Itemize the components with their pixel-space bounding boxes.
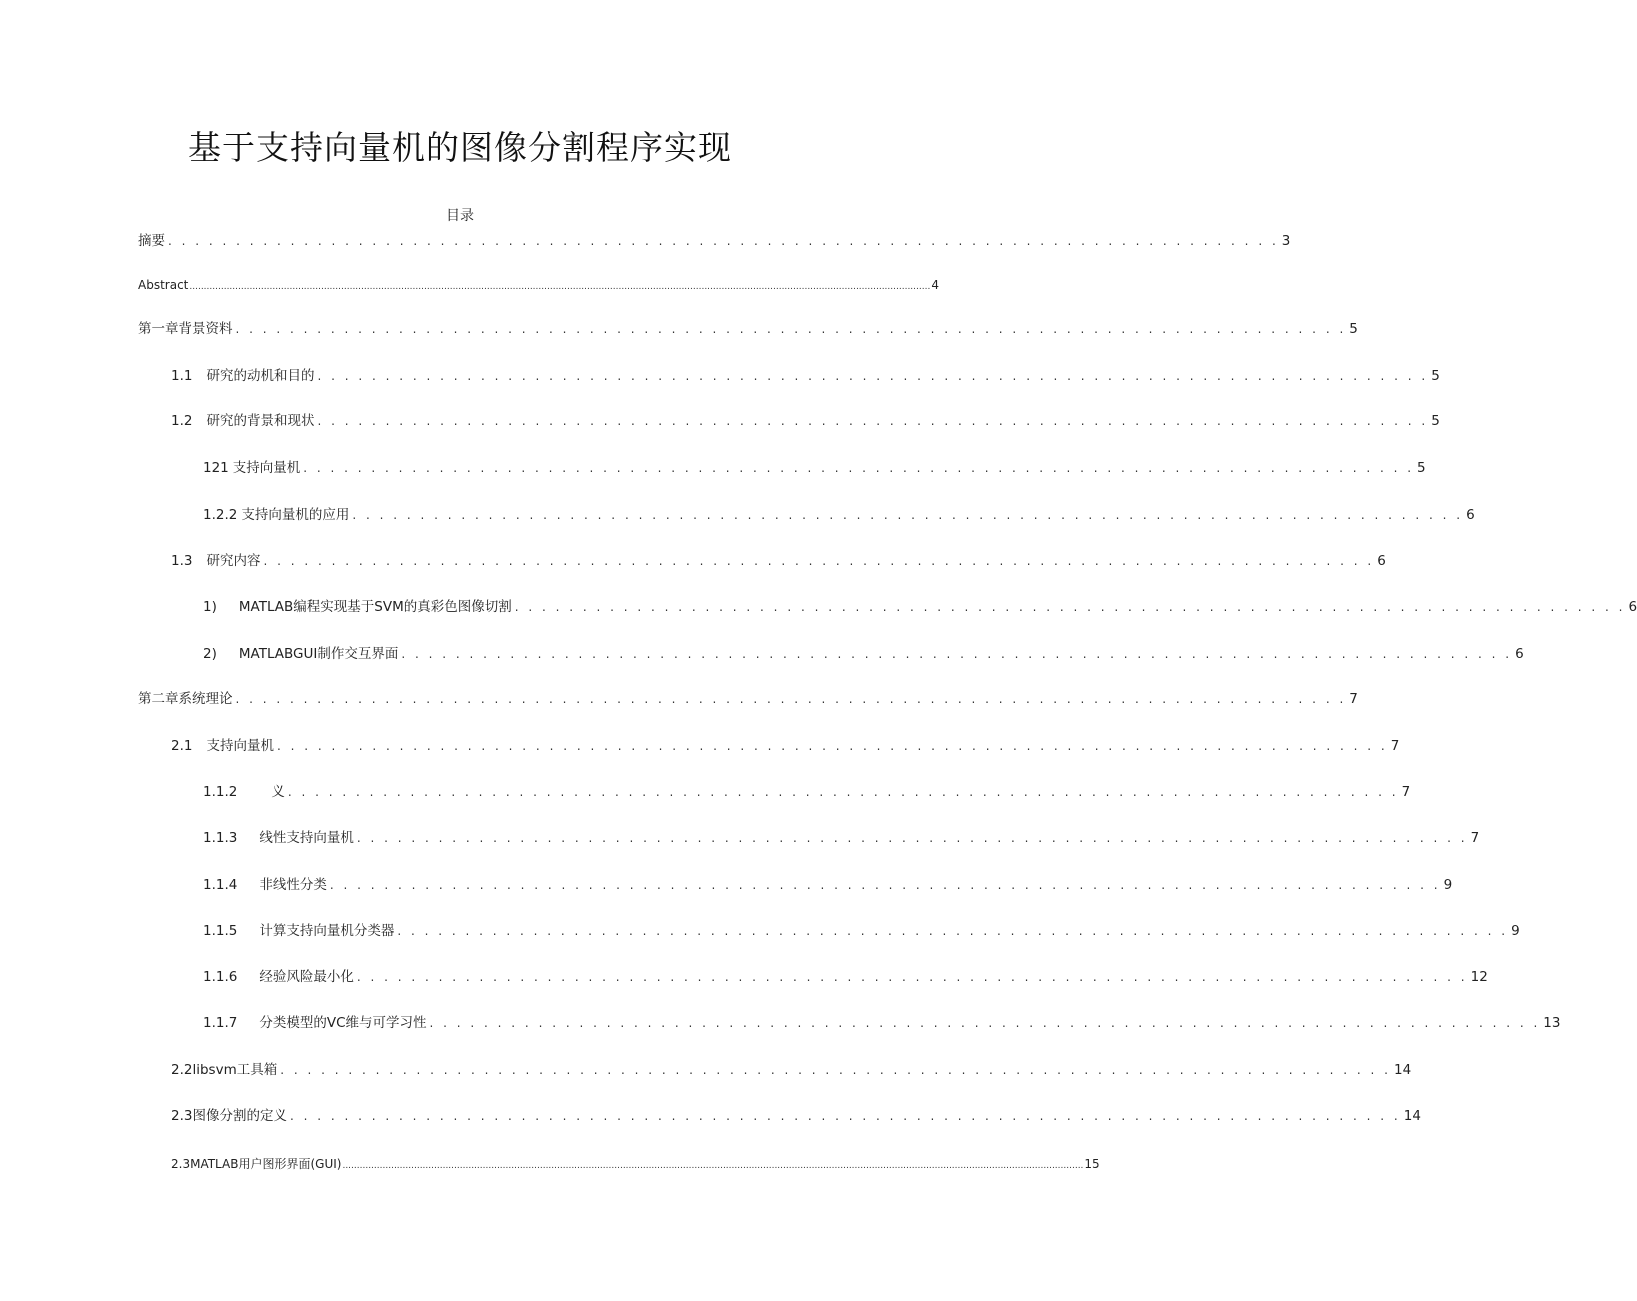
toc-entry-text: 分类模型的VC维与可学习性 bbox=[259, 1015, 427, 1031]
toc-leader-dots: . . . . . . . . . . . . . . . . . . . . . . . . . . . . . . . . . . . . . . . . . . . . . . . . . . . . . . . . . . . . . . . . . . . . . . . . . . . . . . . . . . bbox=[235, 322, 1347, 336]
toc-entry-page: 9 bbox=[1511, 923, 1520, 939]
toc-entry-text: 摘要 bbox=[138, 233, 165, 249]
toc-entry-chapter-1[interactable] bbox=[138, 320, 1358, 338]
toc-heading: 目录 bbox=[446, 208, 474, 224]
toc-entry-number: 1.3 bbox=[171, 553, 193, 569]
toc-entry-number: 1.1.7 bbox=[203, 1015, 238, 1031]
toc-leader-dots: . . . . . . . . . . . . . . . . . . . . . . . . . . . . . . . . . . . . . . . . . . . . . . . . . . . . . . . . . . . . . . . . . . . . . . . . . . . . . . . . . . bbox=[352, 508, 1464, 522]
toc-entry-number: 2.3 bbox=[171, 1108, 193, 1124]
toc-leader-dots: ................................................................................................................................................................................................................................................................... bbox=[189, 282, 931, 292]
toc-entry-page: 6 bbox=[1628, 599, 1637, 615]
toc-leader-dots: . . . . . . . . . . . . . . . . . . . . . . . . . . . . . . . . . . . . . . . . . . . . . . . . . . . . . . . . . . . . . . . . . . . . . . . . . . . . . . . . . . bbox=[289, 1109, 1401, 1123]
toc-leader-dots: . . . . . . . . . . . . . . . . . . . . . . . . . . . . . . . . . . . . . . . . . . . . . . . . . . . . . . . . . . . . . . . . . . . . . . . . . . . . . . . . . . bbox=[276, 739, 1388, 753]
toc-entry-text: 支持向量机的应用 bbox=[241, 507, 350, 523]
toc-entry-number: 1) bbox=[203, 599, 217, 615]
toc-leader-dots: . . . . . . . . . . . . . . . . . . . . . . . . . . . . . . . . . . . . . . . . . . . . . . . . . . . . . . . . . . . . . . . . . . . . . . . . . . . . . . . . . . bbox=[397, 924, 1509, 938]
toc-entry-1-1-7[interactable] bbox=[203, 1014, 1561, 1032]
toc-entry-text: 研究的动机和目的 bbox=[206, 368, 315, 384]
toc-entry-chapter-2[interactable] bbox=[138, 690, 1358, 708]
toc-entry-1-1-6[interactable] bbox=[203, 968, 1488, 986]
toc-entry-number: 1.1.3 bbox=[203, 830, 238, 846]
toc-entry-abstract-en[interactable] bbox=[138, 276, 939, 296]
toc-entry-text: 非线性分类 bbox=[259, 877, 327, 893]
toc-leader-dots: . . . . . . . . . . . . . . . . . . . . . . . . . . . . . . . . . . . . . . . . . . . . . . . . . . . . . . . . . . . . . . . . . . . . . . . . . . . . . . . . . . bbox=[317, 414, 1429, 428]
toc-leader-dots: . . . . . . . . . . . . . . . . . . . . . . . . . . . . . . . . . . . . . . . . . . . . . . . . . . . . . . . . . . . . . . . . . . . . . . . . . . . . . . . . . . bbox=[429, 1016, 1541, 1030]
toc-entry-text: 研究的背景和现状 bbox=[206, 413, 315, 429]
toc-leader-dots: . . . . . . . . . . . . . . . . . . . . . . . . . . . . . . . . . . . . . . . . . . . . . . . . . . . . . . . . . . . . . . . . . . . . . . . . . . . . . . . . . . bbox=[514, 600, 1626, 614]
toc-entry-page: 9 bbox=[1443, 877, 1453, 893]
toc-entry-item-2[interactable] bbox=[203, 645, 1524, 663]
toc-leader-dots: . . . . . . . . . . . . . . . . . . . . . . . . . . . . . . . . . . . . . . . . . . . . . . . . . . . . . . . . . . . . . . . . . . . . . . . . . . . . . . . . . . bbox=[401, 647, 1513, 661]
toc-entry-text: MATLAB编程实现基于SVM的真彩色图像切割 bbox=[238, 599, 512, 615]
toc-entry-page: 6 bbox=[1515, 646, 1524, 662]
toc-entry-1-1[interactable] bbox=[171, 367, 1440, 385]
toc-entry-2-1[interactable] bbox=[171, 737, 1400, 755]
toc-entry-number: 2.1 bbox=[171, 738, 193, 754]
document-title: 基于支持向量机的图像分割程序实现 bbox=[188, 128, 732, 167]
toc-entry-page: 13 bbox=[1543, 1015, 1561, 1031]
toc-leader-dots: . . . . . . . . . . . . . . . . . . . . . . . . . . . . . . . . . . . . . . . . . . . . . . . . . . . . . . . . . . . . . . . . . . . . . . . . . . . . . . . . . . bbox=[287, 785, 1399, 799]
toc-entry-1-1-5[interactable] bbox=[203, 922, 1520, 940]
toc-entry-text: 支持向量机 bbox=[206, 738, 274, 754]
toc-entry-abstract-cn[interactable] bbox=[138, 232, 1291, 250]
toc-entry-number: 1.1.2 bbox=[203, 784, 238, 800]
toc-entry-1-1-4[interactable] bbox=[203, 876, 1453, 894]
toc-entry-page: 7 bbox=[1401, 784, 1411, 800]
toc-entry-page: 12 bbox=[1470, 969, 1488, 985]
toc-entry-page: 4 bbox=[931, 278, 939, 292]
toc-entry-page: 6 bbox=[1377, 553, 1386, 569]
toc-entry-1-2-2[interactable] bbox=[203, 506, 1475, 524]
toc-entry-text: 支持向量机 bbox=[232, 460, 301, 476]
toc-entry-number: 2.2 bbox=[171, 1062, 193, 1078]
toc-entry-page: 5 bbox=[1431, 413, 1440, 429]
toc-entry-text: 图像分割的定义 bbox=[192, 1108, 287, 1124]
toc-entry-text: 研究内容 bbox=[206, 553, 261, 569]
toc-entry-2-2[interactable] bbox=[171, 1061, 1412, 1079]
toc-leader-dots: . . . . . . . . . . . . . . . . . . . . . . . . . . . . . . . . . . . . . . . . . . . . . . . . . . . . . . . . . . . . . . . . . . . . . . . . . . . . . . . . . . bbox=[263, 554, 1375, 568]
toc-entry-number: 2) bbox=[203, 646, 217, 662]
toc-entry-number: 1.2 bbox=[171, 413, 193, 429]
toc-entry-page: 7 bbox=[1470, 830, 1480, 846]
toc-entry-number: 1.1.5 bbox=[203, 923, 238, 939]
toc-entry-text: 义 bbox=[271, 784, 285, 800]
toc-entry-1-3[interactable] bbox=[171, 552, 1386, 570]
toc-leader-dots: . . . . . . . . . . . . . . . . . . . . . . . . . . . . . . . . . . . . . . . . . . . . . . . . . . . . . . . . . . . . . . . . . . . . . . . . . . . . . . . . . . bbox=[356, 970, 1468, 984]
toc-entry-text: 线性支持向量机 bbox=[259, 830, 354, 846]
toc-entry-2-3-definition[interactable] bbox=[171, 1107, 1421, 1125]
toc-leader-dots: . . . . . . . . . . . . . . . . . . . . . . . . . . . . . . . . . . . . . . . . . . . . . . . . . . . . . . . . . . . . . . . . . . . . . . . . . . . . . . . . . . bbox=[329, 878, 1441, 892]
toc-entry-text: 经验风险最小化 bbox=[259, 969, 354, 985]
toc-entry-page: 7 bbox=[1390, 738, 1400, 754]
toc-entry-text: 第一章背景资料 bbox=[138, 321, 233, 337]
toc-entry-number: 2.3 bbox=[171, 1157, 191, 1171]
toc-leader-dots: . . . . . . . . . . . . . . . . . . . . . . . . . . . . . . . . . . . . . . . . . . . . . . . . . . . . . . . . . . . . . . . . . . . . . . . . . . . . . . . . . . bbox=[317, 369, 1429, 383]
toc-entry-text: 计算支持向量机分类器 bbox=[259, 923, 395, 939]
toc-leader-dots: . . . . . . . . . . . . . . . . . . . . . . . . . . . . . . . . . . . . . . . . . . . . . . . . . . . . . . . . . . . . . . . . . . . . . . . . . . . . . . . . . . bbox=[280, 1063, 1391, 1077]
toc-entry-page: 6 bbox=[1466, 507, 1475, 523]
toc-entry-item-1[interactable] bbox=[203, 598, 1637, 616]
toc-entry-page: 5 bbox=[1417, 460, 1426, 476]
toc-entry-page: 15 bbox=[1084, 1157, 1100, 1171]
toc-entry-page: 14 bbox=[1403, 1108, 1421, 1124]
toc-entry-text: MATLAB用户图形界面(GUI) bbox=[190, 1157, 342, 1171]
toc-entry-2-3-gui[interactable] bbox=[171, 1155, 1100, 1175]
toc-entry-number: 1.1 bbox=[171, 368, 193, 384]
toc-entry-page: 7 bbox=[1349, 691, 1358, 707]
toc-leader-dots: . . . . . . . . . . . . . . . . . . . . . . . . . . . . . . . . . . . . . . . . . . . . . . . . . . . . . . . . . . . . . . . . . . . . . . . . . . . . . . . . . . bbox=[356, 831, 1468, 845]
toc-entry-page: 5 bbox=[1349, 321, 1358, 337]
toc-entry-number: 1.2.2 bbox=[203, 507, 238, 523]
toc-entry-1-2-1[interactable] bbox=[203, 459, 1426, 477]
toc-leader-dots: . . . . . . . . . . . . . . . . . . . . . . . . . . . . . . . . . . . . . . . . . . . . . . . . . . . . . . . . . . . . . . . . . . . . . . . . . . . . . . . . . . bbox=[235, 692, 1347, 706]
toc-entry-text: Abstract bbox=[138, 278, 189, 292]
toc-entry-text: MATLABGUI制作交互界面 bbox=[238, 646, 399, 662]
toc-entry-1-2[interactable] bbox=[171, 412, 1440, 430]
toc-entry-page: 14 bbox=[1394, 1062, 1412, 1078]
toc-entry-number: 121 bbox=[203, 460, 229, 476]
toc-leader-dots: . . . . . . . . . . . . . . . . . . . . . . . . . . . . . . . . . . . . . . . . . . . . . . . . . . . . . . . . . . . . . . . . . . . . . . . . . . . . . . . . . . bbox=[168, 234, 1279, 248]
toc-entry-text: libsvm工具箱 bbox=[192, 1062, 278, 1078]
toc-entry-number: 1.1.6 bbox=[203, 969, 238, 985]
toc-leader-dots: ................................................................................................................................................................................................................................................................... bbox=[342, 1161, 1084, 1171]
toc-entry-text: 第二章系统理论 bbox=[138, 691, 233, 707]
toc-entry-1-1-3[interactable] bbox=[203, 829, 1480, 847]
toc-leader-dots: . . . . . . . . . . . . . . . . . . . . . . . . . . . . . . . . . . . . . . . . . . . . . . . . . . . . . . . . . . . . . . . . . . . . . . . . . . . . . . . . . . bbox=[303, 461, 1415, 475]
toc-entry-page: 3 bbox=[1281, 233, 1291, 249]
toc-entry-page: 5 bbox=[1431, 368, 1440, 384]
toc-entry-1-1-2[interactable] bbox=[203, 783, 1411, 801]
toc-entry-number: 1.1.4 bbox=[203, 877, 238, 893]
